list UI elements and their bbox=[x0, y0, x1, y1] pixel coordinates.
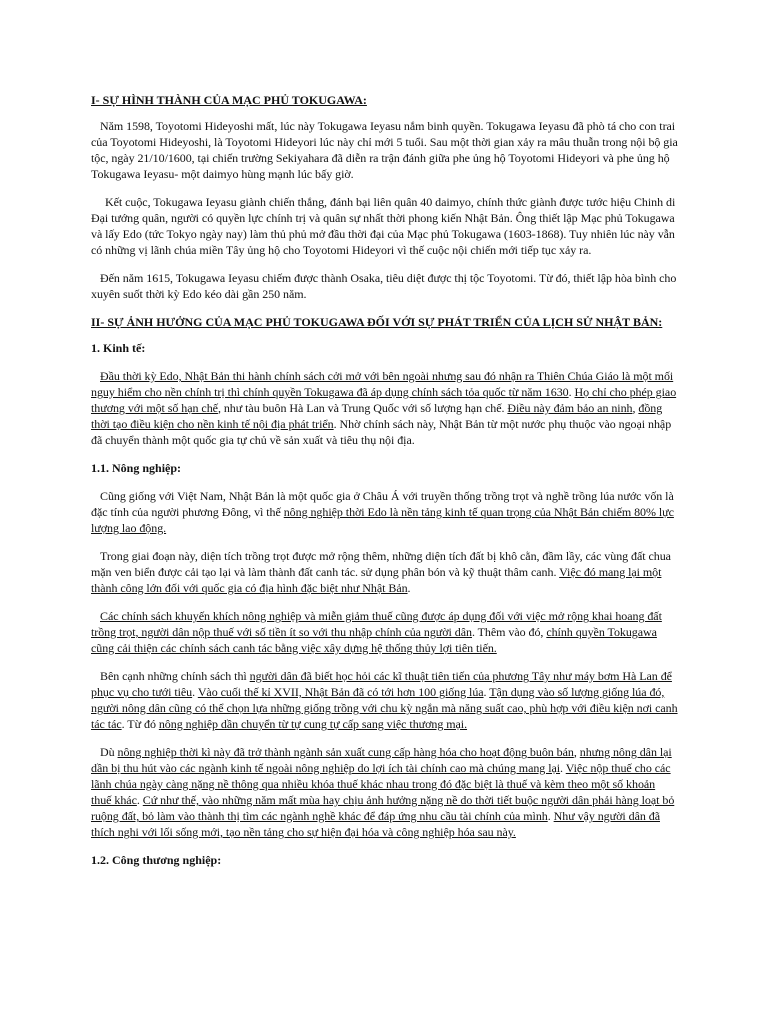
underlined-text: Tận dụng vào số lượng giống lúa đó, người nông dân cũng có thể chọn lựa những giống trồng với chu kỳ ngắn mà năng suất cao, phù hợp với điều kiện nơi canh tác tác bbox=[91, 685, 678, 731]
underlined-text: nhưng nông dân lại dần bị thu hút vào các ngành kinh tế ngoài nông nghiệp do lợi ích tài chính cao mà chúng mang lại bbox=[91, 745, 672, 775]
text: Cũng giống với Việt Nam, Nhật Bản là một quốc gia ở Châu Á với truyền thống trồng trọt và nghề trồng lúa nước vốn là đặc tính của người phương Đông, vì thế bbox=[91, 489, 674, 519]
text: . bbox=[547, 809, 554, 823]
document-page bbox=[91, 84, 678, 880]
text: Bên cạnh những chính sách thì bbox=[100, 669, 250, 683]
text: . bbox=[560, 761, 566, 775]
text: , như tàu buôn Hà Lan và Trung Quốc với số lượng hạn chế. bbox=[217, 401, 508, 415]
paragraph-4 bbox=[91, 368, 678, 448]
text: Trong giai đoạn này, diện tích trồng trọt được mở rộng thêm, những diện tích đất bị khô cằn, đầm lầy, các vùng đất chua mặn ven biển được cải tạo lại và làm thành đất canh tác. sử dụng phân bón và kỹ thuật thâm canh. bbox=[91, 549, 671, 579]
subheading-economy: 1. Kinh tế: bbox=[91, 341, 146, 355]
underlined-text: nông nghiệp thời kì này đã trở thành ngành sản xuất cung cấp hàng hóa cho hoạt động buôn bán bbox=[117, 745, 574, 759]
paragraph-8 bbox=[91, 668, 678, 732]
underlined-text: Họ chỉ cho phép giao thương với một số hạn chế bbox=[91, 385, 677, 415]
text: , bbox=[632, 401, 639, 415]
paragraph-1: Năm 1598, Toyotomi Hideyoshi mất, lúc này Tokugawa Ieyasu nắm binh quyền. Tokugawa Ieyasu đã phò tá cho con trai của Toyotomi Hideyoshi, là Toyotomi Hideyori lúc này chỉ mới 5 tuổi. Sau một thời gian xảy ra mâu thuẫn trong nội bộ gia tộc, ngày 21/10/1600, tại chiến trường Sekiyahara đã diễn ra trận đánh giữa phe ủng hộ Toyotomi Hideyori và phe ủng hộ Tokugawa Ieyasu- một daimyo hùng mạnh lúc bấy giờ. bbox=[91, 119, 678, 181]
text: . Thêm vào đó, bbox=[471, 625, 547, 639]
paragraph-5 bbox=[91, 488, 678, 536]
underlined-text: nông nghiệp dần chuyển từ tự cung tự cấp sang việc thương mại. bbox=[158, 717, 468, 731]
section-heading-2: II- SỰ ẢNH HƯỞNG CỦA MẠC PHỦ TOKUGAWA ĐỐI VỚI SỰ PHÁT TRIỂN CỦA LỊCH SỬ NHẬT BẢN: bbox=[91, 315, 663, 329]
underlined-text: chính quyền Tokugawa cũng cải thiện các chính sách canh tác bằng việc xây dựng hệ thống thủy lợi tiên tiến. bbox=[91, 625, 657, 655]
underlined-text: Đầu thời kỳ Edo, Nhật Bản thi hành chính sách cởi mở với bên ngoài nhưng sau đó nhận ra Thiên Chúa Giáo là một mối nguy hiểm cho nền chính trị thì chính quyền Tokugawa đã áp dụng chính sách tỏa quốc từ năm 1630 bbox=[91, 369, 674, 399]
text: . bbox=[407, 581, 411, 595]
underlined-text: Các chính sách khuyến khích nông nghiệp và miễn giảm thuế cũng được áp dụng đối với việc mở rộng khai hoang đất trồng trọt, người dân nộp thuế với số tiền ít so với thu nhập chính của người dân bbox=[91, 609, 662, 639]
text: . bbox=[192, 685, 198, 699]
underlined-text: Cứ như thế, vào những năm mất mùa hay chịu ảnh hưởng nặng nề do thời tiết buộc người dân phải hàng loạt bỏ ruộng đất, bỏ làm vào thành thị tìm các ngành nghề khác để đáp ứng nhu cầu tài chính của mình bbox=[91, 793, 675, 823]
text: . bbox=[136, 793, 143, 807]
underlined-text: nông nghiệp thời Edo là nền tảng kinh tế quan trọng của Nhật Bản chiếm 80% lực lượng lao động. bbox=[91, 505, 674, 535]
text: . Nhờ chính sách này, Nhật Bản từ một nước phụ thuộc vào ngoại nhập đã chuyển thành một quốc gia tự chủ về sản xuất và tiêu thụ nội địa. bbox=[91, 417, 672, 447]
text: . bbox=[483, 685, 490, 699]
text: , bbox=[573, 745, 580, 759]
underlined-text: người dân đã biết học hỏi các kĩ thuật tiên tiến của phương Tây như máy bơm Hà Lan để phục vụ cho tưới tiêu bbox=[91, 669, 672, 699]
underlined-text: Vào cuối thế kỉ XVII, Nhật Bản đã có tới hơn 100 giống lúa bbox=[197, 685, 484, 699]
text: Dù bbox=[100, 745, 118, 759]
paragraph-7 bbox=[91, 608, 678, 656]
text: . Từ đó bbox=[121, 717, 159, 731]
underlined-text: Việc nộp thuế cho các lãnh chúa ngày càng nặng nề thông qua nhiều khóa thuế khác nhau trong đó đặc biệt là thuế và kèm theo một số khoản thuế khác bbox=[91, 761, 671, 807]
underlined-text: đồng thời tạo điều kiện cho nền kinh tế nội địa phát triển bbox=[91, 401, 663, 431]
text: . bbox=[568, 385, 575, 399]
paragraph-2: Kết cuộc, Tokugawa Ieyasu giành chiến thắng, đánh bại liên quân 40 daimyo, chính thức giành được tước hiệu Chinh di Đại tướng quân, người có quyền lực chính trị và quân sự nhất thời phong kiến Nhật Bản. Ông thiết lập Mạc phủ Tokugawa và lấy Edo (tức Tokyo ngày nay) làm thủ phủ mở đầu thời đại của Mạc phủ Tokugawa (1603-1868). Tuy nhiên lúc này vẫn có những vị lãnh chúa miền Tây ủng hộ cho Toyotomi Hideyori vì thế cuộc nội chiến mới tiếp tục xảy ra. bbox=[91, 195, 676, 257]
underlined-text: Việc đó mang lại một thành công lớn đối với quốc gia có địa hình đặc biệt như Nhật Bản bbox=[91, 565, 662, 595]
subheading-agriculture: 1.1. Nông nghiệp: bbox=[91, 461, 182, 475]
section-heading-1: I- SỰ HÌNH THÀNH CỦA MẠC PHỦ TOKUGAWA: bbox=[91, 93, 367, 107]
paragraph-6 bbox=[91, 548, 678, 596]
underlined-text: Như vậy người dân đã thích nghi với lối sống mới, tạo nền tảng cho sự hiện đại hóa và công nghiệp hóa sau này. bbox=[91, 809, 660, 839]
paragraph-3: Đến năm 1615, Tokugawa Ieyasu chiếm được thành Osaka, tiêu diệt được thị tộc Toyotomi. Từ đó, thiết lập hòa bình cho xuyên suốt thời kỳ Edo kéo dài gần 250 năm. bbox=[91, 271, 677, 301]
subheading-industry-commerce: 1.2. Công thương nghiệp: bbox=[91, 853, 222, 867]
paragraph-9 bbox=[91, 744, 678, 840]
underlined-text: Điều này đảm bảo an ninh bbox=[507, 401, 633, 415]
